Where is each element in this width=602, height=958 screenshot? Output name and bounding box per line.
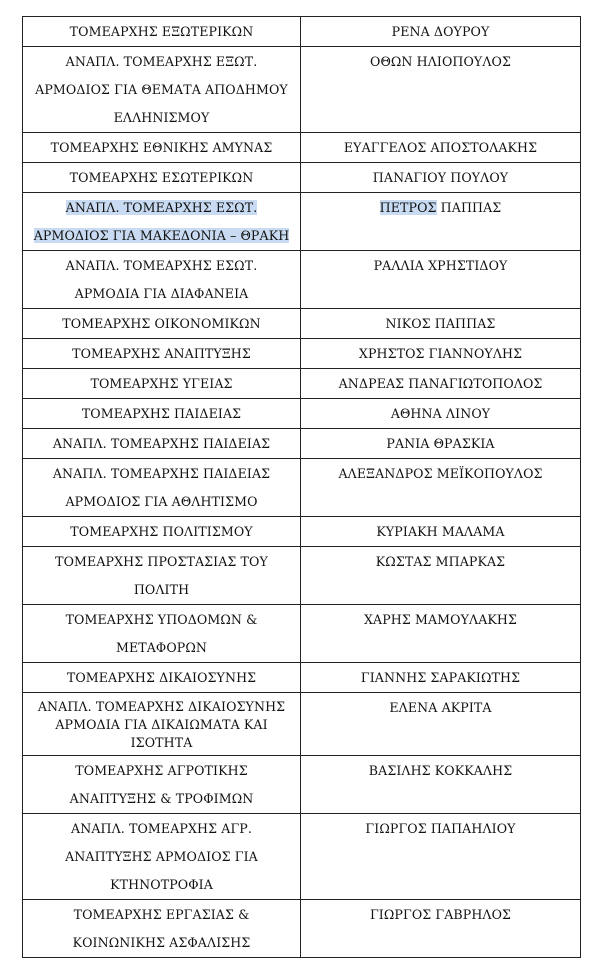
table-row: [23, 251, 581, 309]
role-line: ΤΟΜΕΑΡΧΗΣ ΕΡΓΑΣΙΑΣ &: [73, 907, 250, 922]
role-line: ΤΟΜΕΑΡΧΗΣ ΠΑΙΔΕΙΑΣ: [81, 406, 242, 421]
role-cell: [23, 547, 301, 605]
table-row: [23, 459, 581, 517]
role-line: ΑΝΑΠΛ. ΤΟΜΕΑΡΧΗΣ ΕΣΩΤ.: [65, 258, 258, 273]
role-cell: [23, 163, 301, 193]
role-cell: [23, 399, 301, 429]
table-row: [23, 547, 581, 605]
person-name: ΚΥΡΙΑΚΗ ΜΑΛΑΜΑ: [376, 524, 505, 539]
role-line: ΜΕΤΑΦΟΡΩΝ: [115, 640, 208, 655]
role-line: ΤΟΜΕΑΡΧΗΣ ΕΣΩΤΕΡΙΚΩΝ: [69, 170, 254, 185]
selected-text[interactable]: ΠΕΤΡΟΣ: [379, 200, 437, 215]
role-line: ΑΝΑΠΤΥΞΗΣ & ΤΡΟΦΙΜΩΝ: [69, 791, 254, 806]
table-row: [23, 814, 581, 900]
person-name: ΝΙΚΟΣ ΠΑΠΠΑΣ: [385, 316, 496, 331]
shadow-cabinet-table: [22, 16, 581, 958]
role-line: ΑΝΑΠΛ. ΤΟΜΕΑΡΧΗΣ ΠΑΙΔΕΙΑΣ: [52, 436, 271, 451]
role-line: ΠΟΛΙΤΗ: [133, 582, 190, 597]
role-line: ΤΟΜΕΑΡΧΗΣ ΟΙΚΟΝΟΜΙΚΩΝ: [62, 316, 261, 331]
person-name: ΓΙΩΡΓΟΣ ΓΑΒΡΗΛΟΣ: [369, 907, 512, 922]
name-cell[interactable]: [301, 193, 581, 251]
role-line: ΤΟΜΕΑΡΧΗΣ ΔΙΚΑΙΟΣΥΝΗΣ: [66, 670, 257, 685]
person-last-name: ΠΑΠΠΑΣ: [440, 200, 502, 215]
name-cell: [301, 309, 581, 339]
person-name: ΑΘΗΝΑ ΛΙΝΟΥ: [390, 406, 491, 421]
role-line: ΤΟΜΕΑΡΧΗΣ ΥΓΕΙΑΣ: [90, 376, 233, 391]
table-row: [23, 163, 581, 193]
name-cell: [301, 517, 581, 547]
person-name: ΡΑΝΙΑ ΘΡΑΣΚΙΑ: [386, 436, 495, 451]
table-row: [23, 605, 581, 663]
role-line-wrapper: [27, 194, 296, 222]
table-row: [23, 369, 581, 399]
person-name: ΑΝΔΡΕΑΣ ΠΑΝΑΓΙΩΤΟΠΟΛΟΣ: [338, 376, 543, 391]
table-row: [23, 900, 581, 958]
role-cell: [23, 605, 301, 663]
table-row-selected: [23, 193, 581, 251]
table-row: [23, 517, 581, 547]
person-name: ΑΛΕΞΑΝΔΡΟΣ ΜΕΪΚΟΠΟΥΛΟΣ: [338, 466, 543, 481]
name-cell: [301, 251, 581, 309]
role-cell: [23, 459, 301, 517]
name-cell: [301, 17, 581, 47]
person-name: ΟΘΩΝ ΗΛΙΟΠΟΥΛΟΣ: [370, 54, 511, 69]
role-line: ΚΤΗΝΟΤΡΟΦΙΑ: [110, 877, 213, 892]
role-line: ΤΟΜΕΑΡΧΗΣ ΕΘΝΙΚΗΣ ΑΜΥΝΑΣ: [50, 140, 273, 155]
name-cell: [301, 339, 581, 369]
role-cell: [23, 429, 301, 459]
role-cell: [23, 517, 301, 547]
person-name: ΕΛΕΝΑ ΑΚΡΙΤΑ: [389, 700, 492, 715]
person-name: ΚΩΣΤΑΣ ΜΠΑΡΚΑΣ: [375, 554, 506, 569]
person-name: ΒΑΣΙΛΗΣ ΚΟΚΚΑΛΗΣ: [368, 763, 513, 778]
role-cell: [23, 900, 301, 958]
name-cell: [301, 163, 581, 193]
person-name: ΓΙΑΝΝΗΣ ΣΑΡΑΚΙΩΤΗΣ: [360, 670, 521, 685]
role-line: ΤΟΜΕΑΡΧΗΣ ΥΠΟΔΟΜΩΝ &: [65, 612, 258, 627]
role-line: ΤΟΜΕΑΡΧΗΣ ΕΞΩΤΕΡΙΚΩΝ: [69, 24, 254, 39]
name-cell: [301, 693, 581, 756]
role-line: ΑΡΜΟΔΙΟΣ ΓΙΑ ΘΕΜΑΤΑ ΑΠΟΔΗΜΟΥ: [35, 82, 288, 97]
role-line: ΤΟΜΕΑΡΧΗΣ ΑΝΑΠΤΥΞΗΣ: [72, 346, 251, 361]
person-name: ΓΙΩΡΓΟΣ ΠΑΠΑΗΛΙΟΥ: [365, 821, 516, 836]
role-line: ΑΝΑΠΛ. ΤΟΜΕΑΡΧΗΣ ΑΓΡ.: [71, 821, 252, 836]
role-cell: [23, 17, 301, 47]
name-cell: [301, 47, 581, 133]
name-cell: [301, 663, 581, 693]
name-cell: [301, 756, 581, 814]
person-name: ΕΥΑΓΓΕΛΟΣ ΑΠΟΣΤΟΛΑΚΗΣ: [343, 140, 538, 155]
role-cell: [23, 251, 301, 309]
role-cell: [23, 339, 301, 369]
table-row: [23, 399, 581, 429]
name-cell: [301, 399, 581, 429]
document-page: [22, 16, 580, 958]
name-cell: [301, 369, 581, 399]
table-row: [23, 17, 581, 47]
person-name: [305, 194, 576, 222]
role-cell: [23, 133, 301, 163]
role-line: ΙΣΟΤΗΤΑ: [130, 735, 193, 750]
table-row: [23, 309, 581, 339]
name-cell: [301, 605, 581, 663]
person-name: ΠΑΝΑΓΙΟΥ ΠΟΥΛΟΥ: [372, 170, 509, 185]
role-line-wrapper: [27, 222, 296, 250]
role-cell: [23, 663, 301, 693]
role-line: ΑΝΑΠΛ. ΤΟΜΕΑΡΧΗΣ ΠΑΙΔΕΙΑΣ: [52, 466, 271, 481]
role-line: ΑΡΜΟΔΙΑ ΓΙΑ ΔΙΑΦΑΝΕΙΑ: [74, 286, 249, 301]
name-cell: [301, 900, 581, 958]
role-line: ΑΝΑΠΛ. ΤΟΜΕΑΡΧΗΣ ΔΙΚΑΙΟΣΥΝΗΣ: [37, 699, 286, 714]
role-line: ΑΝΑΠΤΥΞΗΣ ΑΡΜΟΔΙΟΣ ΓΙΑ: [65, 849, 258, 864]
table-row: [23, 133, 581, 163]
selected-text[interactable]: ΑΝΑΠΛ. ΤΟΜΕΑΡΧΗΣ ΕΣΩΤ.: [65, 200, 258, 215]
role-line: ΕΛΛΗΝΙΣΜΟΥ: [113, 110, 210, 125]
person-name: ΡΕΝΑ ΔΟΥΡΟΥ: [391, 24, 490, 39]
role-cell: [23, 47, 301, 133]
person-name: ΧΑΡΗΣ ΜΑΜΟΥΛΑΚΗΣ: [363, 612, 518, 627]
role-cell: [23, 756, 301, 814]
table-row: [23, 47, 581, 133]
name-cell: [301, 133, 581, 163]
role-line: ΑΡΜΟΔΙΟΣ ΓΙΑ ΑΘΛΗΤΙΣΜΟ: [65, 494, 258, 509]
role-line: ΑΡΜΟΔΙΑ ΓΙΑ ΔΙΚΑΙΩΜΑΤΑ ΚΑΙ: [55, 717, 268, 732]
table-row: [23, 663, 581, 693]
role-line: ΑΝΑΠΛ. ΤΟΜΕΑΡΧΗΣ ΕΞΩΤ.: [65, 54, 258, 69]
person-name: ΡΑΛΛΙΑ ΧΡΗΣΤΙΔΟΥ: [373, 258, 508, 273]
table-row: [23, 339, 581, 369]
table-row: [23, 429, 581, 459]
person-name: ΧΡΗΣΤΟΣ ΓΙΑΝΝΟΥΛΗΣ: [358, 346, 523, 361]
name-cell: [301, 814, 581, 900]
role-cell: [23, 814, 301, 900]
role-line: ΤΟΜΕΑΡΧΗΣ ΠΟΛΙΤΙΣΜΟΥ: [70, 524, 253, 539]
name-cell: [301, 547, 581, 605]
name-cell: [301, 459, 581, 517]
role-line: ΚΟΙΝΩΝΙΚΗΣ ΑΣΦΑΛΙΣΗΣ: [72, 935, 251, 950]
role-cell: [23, 309, 301, 339]
role-cell: [23, 693, 301, 756]
selected-text[interactable]: ΑΡΜΟΔΙΟΣ ΓΙΑ ΜΑΚΕΔΟΝΙΑ – ΘΡΑΚΗ: [33, 228, 290, 243]
table-row: [23, 756, 581, 814]
role-cell[interactable]: [23, 193, 301, 251]
role-cell: [23, 369, 301, 399]
name-cell: [301, 429, 581, 459]
table-row: [23, 693, 581, 756]
role-line: ΤΟΜΕΑΡΧΗΣ ΑΓΡΟΤΙΚΗΣ: [75, 763, 248, 778]
role-line: ΤΟΜΕΑΡΧΗΣ ΠΡΟΣΤΑΣΙΑΣ ΤΟΥ: [55, 554, 268, 569]
